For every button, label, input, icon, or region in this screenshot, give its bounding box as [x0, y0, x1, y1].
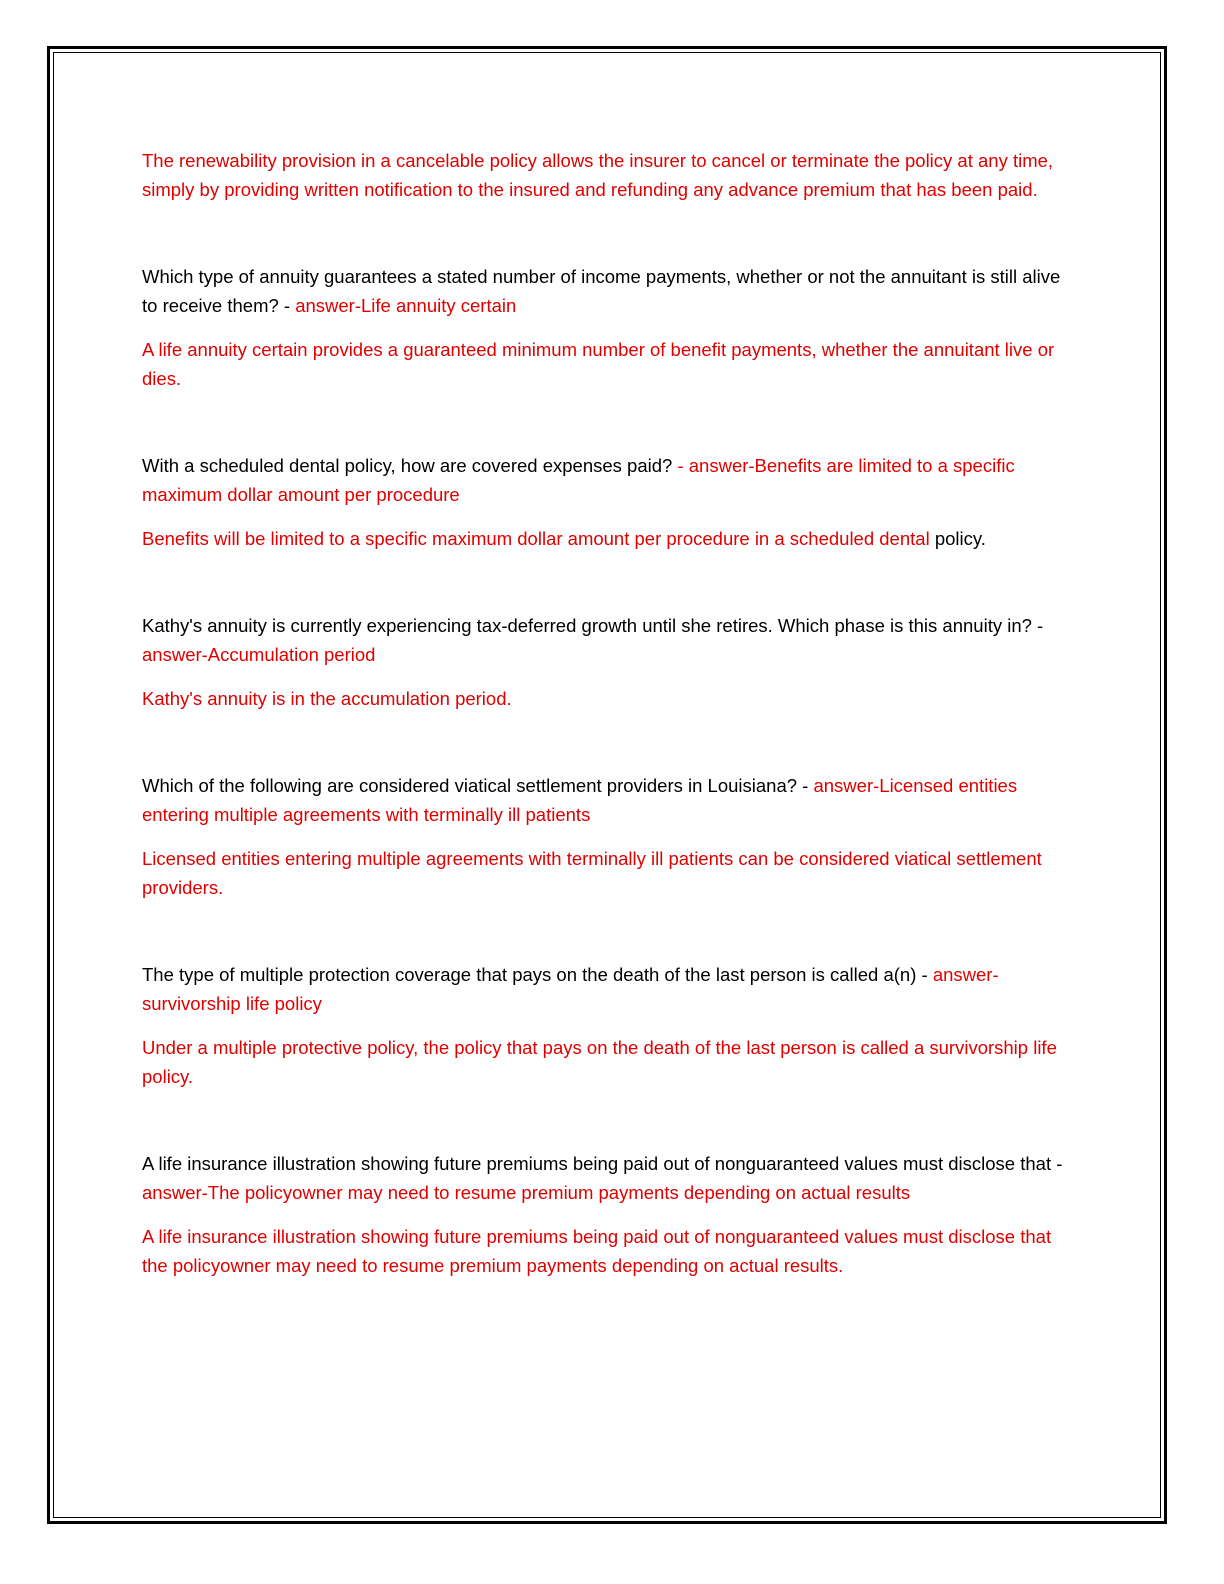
explanation-1 [142, 335, 1072, 393]
question-6-text: A life insurance illustration showing future premiums being paid out of nonguaranteed values must disclose that - [142, 1153, 1063, 1174]
answer-4-text: answer-Licensed entities entering multiple agreements with terminally ill patients [142, 775, 1018, 825]
question-2-text: With a scheduled dental policy, how are covered expenses paid? [142, 455, 678, 476]
explanation-6-text: A life insurance illustration showing future premiums being paid out of nonguaranteed values must disclose that the policyowner may need to resume premium payments depending on actual results. [142, 1226, 1052, 1276]
explanation-2-text: Benefits will be limited to a specific maximum dollar amount per procedure in a scheduled dental [142, 528, 930, 549]
answer-1-text: answer-Life annuity certain [295, 295, 517, 316]
question-4-text: Which of the following are considered viatical settlement providers in Louisiana? - [142, 775, 814, 796]
answer-3-text: answer-Accumulation period [142, 644, 376, 665]
question-3 [142, 611, 1072, 669]
question-5 [142, 960, 1072, 1018]
question-2 [142, 451, 1072, 509]
document-body [142, 146, 1072, 1280]
question-5-text: The type of multiple protection coverage that pays on the death of the last person is called a(n) - [142, 964, 933, 985]
question-1-text: Which type of annuity guarantees a stated number of income payments, whether or not the annuitant is still alive to receive them? - [142, 266, 1061, 316]
answer-2-text: - answer-Benefits are limited to a specific maximum dollar amount per procedure [142, 455, 1015, 505]
explanation-3 [142, 684, 1072, 713]
question-6 [142, 1149, 1072, 1207]
question-1 [142, 262, 1072, 320]
explanation-4 [142, 844, 1072, 902]
explanation-3-text: Kathy's annuity is in the accumulation period. [142, 688, 512, 709]
intro-paragraph: The renewability provision in a cancelable policy allows the insurer to cancel or terminate the policy at any time, simply by providing written notification to the insured and refunding any advance premium that has been paid. [142, 150, 1054, 200]
question-3-text: Kathy's annuity is currently experiencing tax-deferred growth until she retires. Which phase is this annuity in? - [142, 615, 1044, 636]
explanation-6 [142, 1222, 1072, 1280]
explanation-2-tail: policy. [929, 528, 986, 549]
explanation-5-text: Under a multiple protective policy, the policy that pays on the death of the last person is called a survivorship life policy. [142, 1037, 1057, 1087]
explanation-1-text: A life annuity certain provides a guaranteed minimum number of benefit payments, whether the annuitant live or dies. [142, 339, 1055, 389]
answer-5-text: answer-survivorship life policy [142, 964, 999, 1014]
explanation-5 [142, 1033, 1072, 1091]
answer-6-text: answer-The policyowner may need to resume premium payments depending on actual results [142, 1182, 911, 1203]
explanation-4-text: Licensed entities entering multiple agreements with terminally ill patients can be considered viatical settlement providers. [142, 848, 1042, 898]
explanation-2 [142, 524, 1072, 553]
question-4 [142, 771, 1072, 829]
